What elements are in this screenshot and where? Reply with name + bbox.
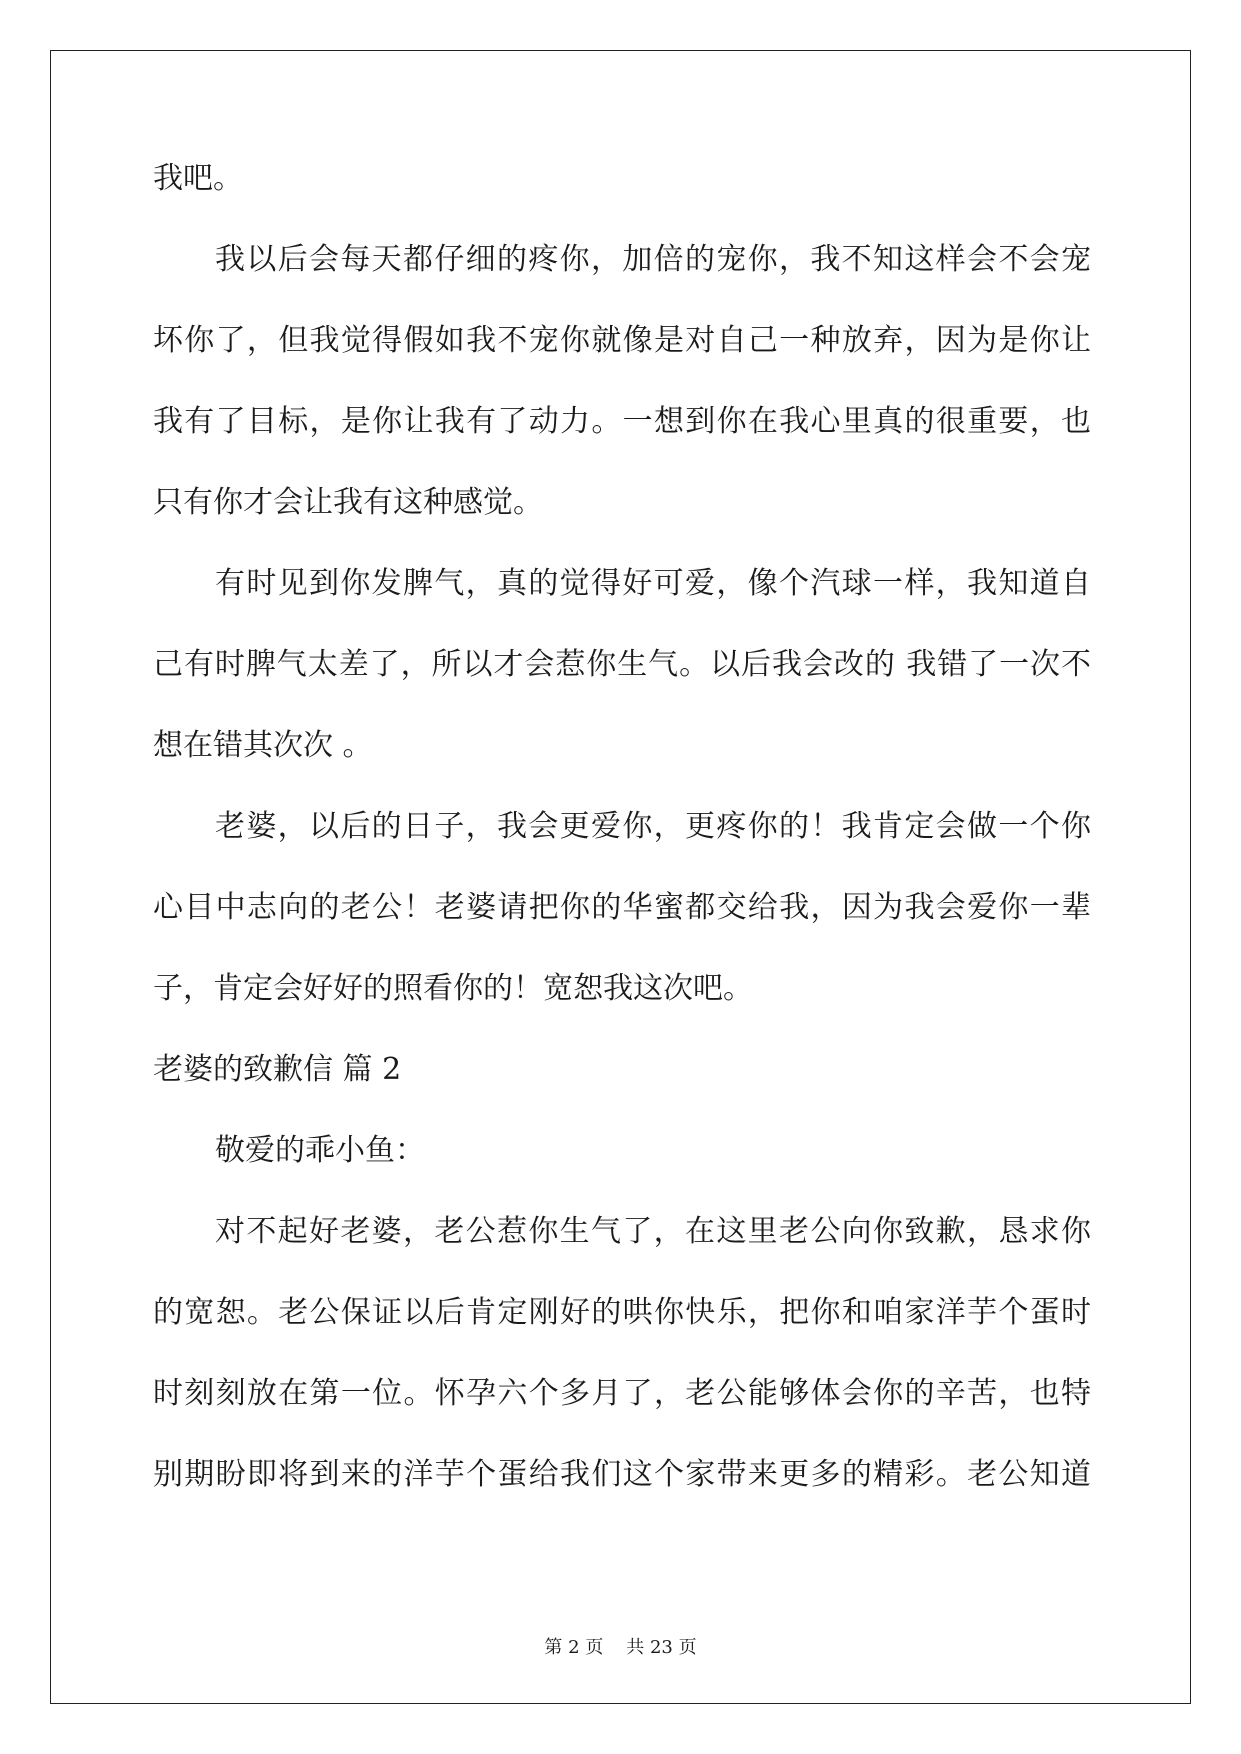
text-line: 子，肯定会好好的照看你的！宽恕我这次吧。 xyxy=(153,971,753,1006)
text-line: 己有时脾气太差了，所以才会惹你生气。以后我会改的 我错了一次不 xyxy=(153,647,1091,682)
text-line: 我有了目标，是你让我有了动力。一想到你在我心里真的很重要，也 xyxy=(153,404,1091,439)
text-line: 心目中志向的老公！老婆请把你的华蜜都交给我，因为我会爱你一辈 xyxy=(153,890,1091,925)
text-line: 我以后会每天都仔细的疼你，加倍的宠你，我不知这样会不会宠 xyxy=(215,242,1091,277)
document-body xyxy=(153,163,1091,1540)
text-line: 我吧。 xyxy=(153,161,243,196)
text-line: 对不起好老婆，老公惹你生气了，在这里老公向你致歉，恳求你 xyxy=(215,1214,1091,1249)
page-total: 共 23 页 xyxy=(626,1637,697,1658)
text-line: 有时见到你发脾气，真的觉得好可爱，像个汽球一样，我知道自 xyxy=(215,566,1091,601)
section-heading: 老婆的致歉信 篇 2 xyxy=(153,1052,402,1087)
text-line: 老婆，以后的日子，我会更爱你，更疼你的！我肯定会做一个你 xyxy=(215,809,1091,844)
page-footer xyxy=(0,1633,1241,1659)
text-line: 想在错其次次 。 xyxy=(153,728,373,763)
text-line: 别期盼即将到来的洋芋个蛋给我们这个家带来更多的精彩。老公知道 xyxy=(153,1457,1091,1492)
text-line: 只有你才会让我有这种感觉。 xyxy=(153,485,543,520)
text-line: 时刻刻放在第一位。怀孕六个多月了，老公能够体会你的辛苦，也特 xyxy=(153,1376,1091,1411)
text-line: 的宽恕。老公保证以后肯定刚好的哄你快乐，把你和咱家洋芋个蛋时 xyxy=(153,1295,1091,1330)
page-number: 第 2 页 xyxy=(544,1637,604,1658)
text-line: 敬爱的乖小鱼： xyxy=(215,1133,425,1168)
text-line: 坏你了，但我觉得假如我不宠你就像是对自己一种放弃，因为是你让 xyxy=(153,323,1091,358)
